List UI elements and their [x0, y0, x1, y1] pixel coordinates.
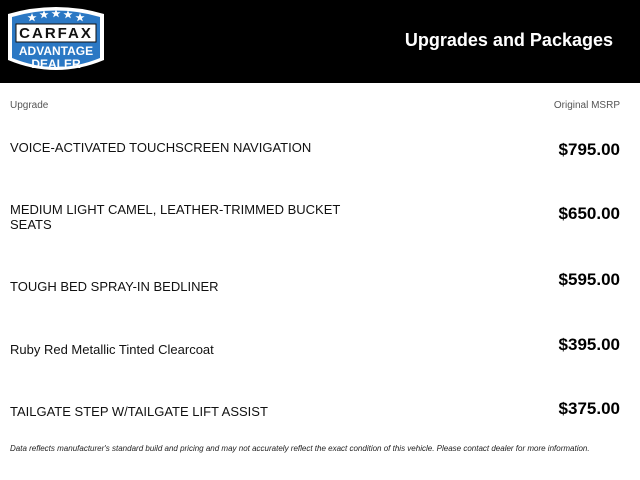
logo-line1-text: ADVANTAGE	[18, 44, 94, 58]
upgrade-price: $375.00	[558, 399, 620, 418]
column-header-upgrade: Upgrade	[10, 100, 49, 111]
upgrade-price: $795.00	[558, 140, 620, 159]
upgrade-name: TAILGATE STEP W/TAILGATE LIFT ASSIST	[10, 404, 268, 419]
column-header-msrp: Original MSRP	[553, 100, 620, 111]
logo-brand-text: CARFAX	[19, 25, 93, 42]
logo-line2-text: DEALER	[31, 57, 81, 71]
upgrade-price: $595.00	[558, 270, 620, 289]
upgrade-price: $395.00	[558, 335, 620, 354]
upgrade-name: TOUGH BED SPRAY-IN BEDLINER	[10, 279, 219, 294]
upgrade-name: MEDIUM LIGHT CAMEL, LEATHER-TRIMMED BUCKET SEATS	[10, 202, 341, 232]
page-title: Upgrades and Packages	[404, 30, 613, 50]
upgrade-name: Ruby Red Metallic Tinted Clearcoat	[10, 342, 214, 357]
upgrade-name: VOICE-ACTIVATED TOUCHSCREEN NAVIGATION	[10, 140, 312, 155]
upgrade-price: $650.00	[558, 204, 620, 223]
disclaimer-text: Data reflects manufacturer's standard build and pricing and may not accurately reflect the exact condition of this vehicle. Please contact dealer for more information.	[10, 444, 590, 453]
